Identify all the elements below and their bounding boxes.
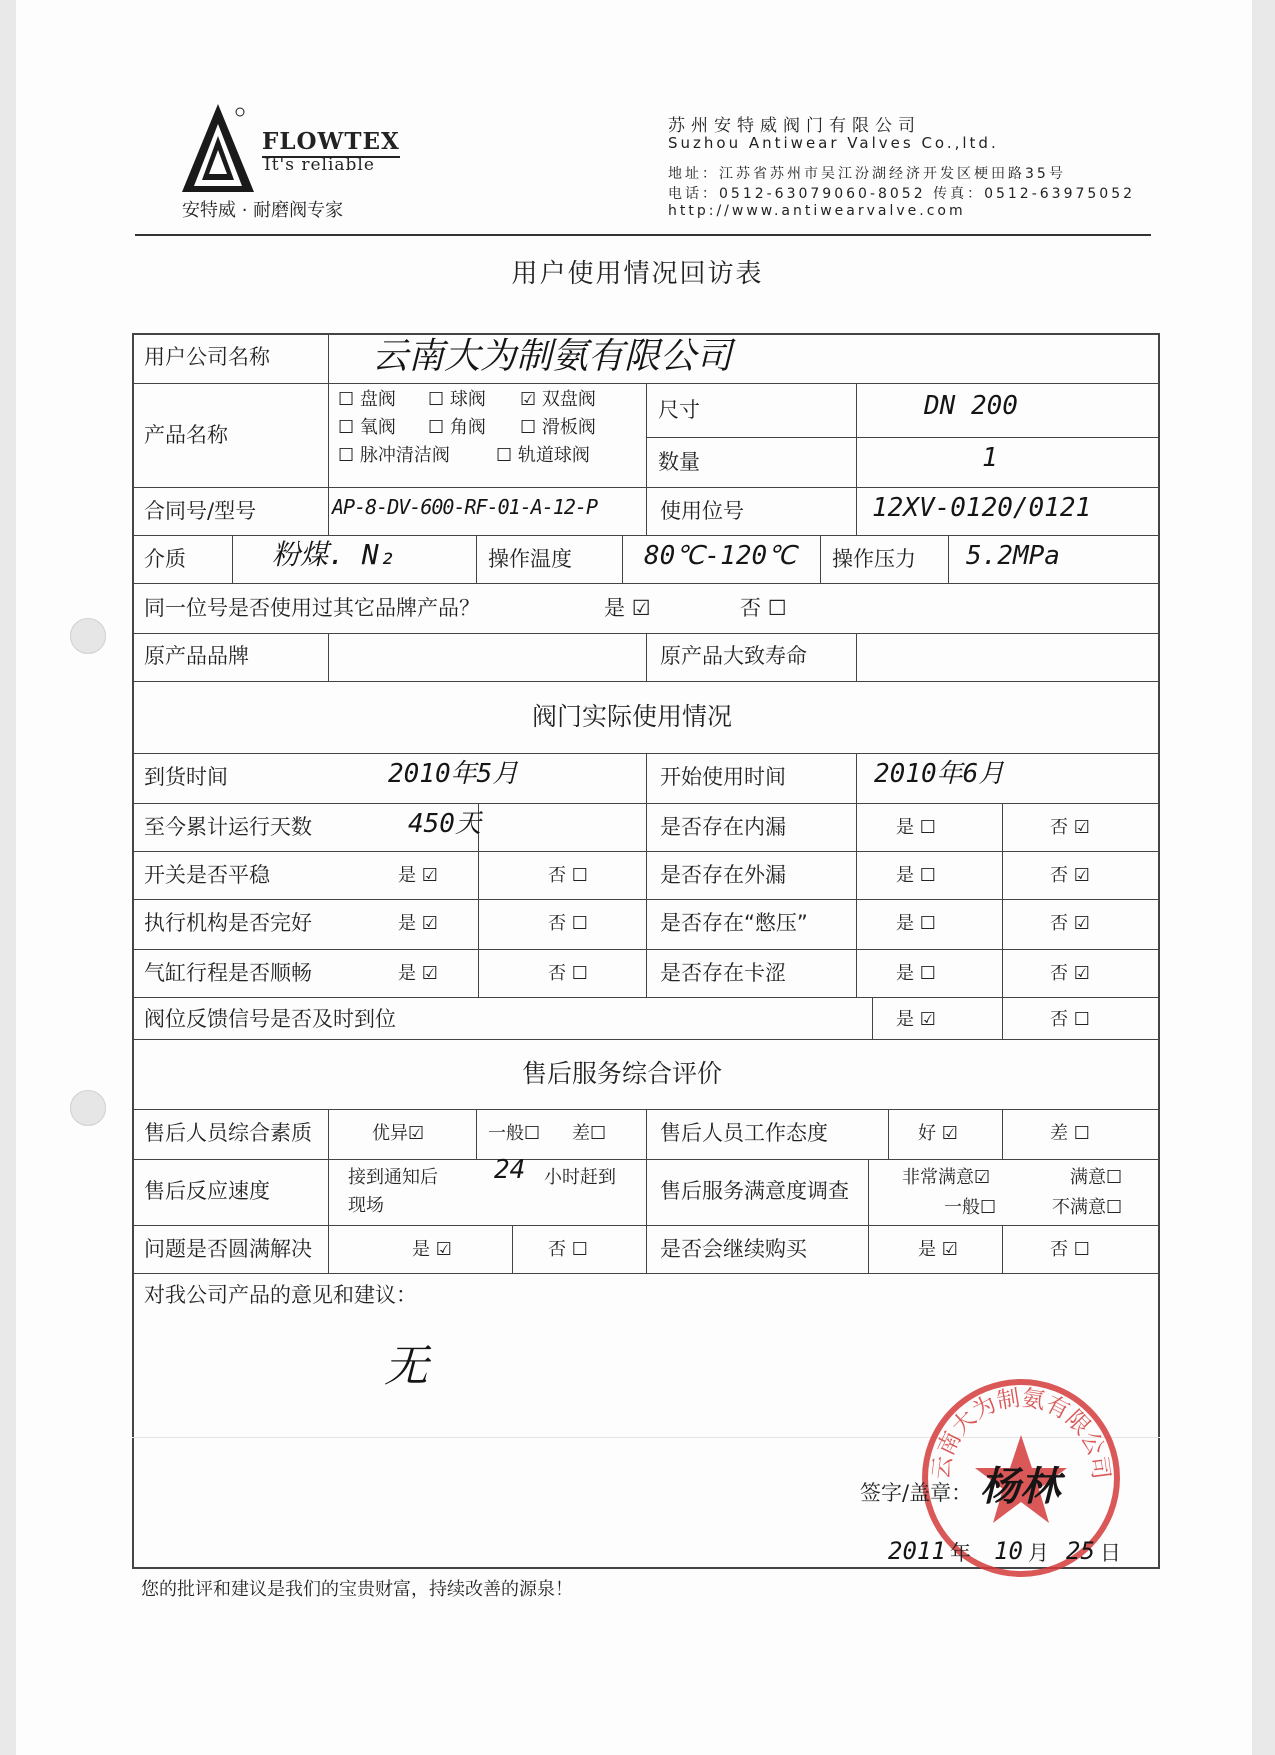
col-divider — [1002, 997, 1003, 1039]
row-divider — [132, 681, 1160, 682]
position-no-label: 使用位号 — [660, 499, 744, 523]
company-phone: 电话：0512-63079060-8052 传真：0512-63975052 — [668, 186, 1136, 202]
company-website: http://www.antiwearvalve.com — [668, 203, 966, 219]
row-divider — [132, 1039, 1160, 1040]
checkbox-icon: ☐ — [428, 389, 445, 410]
checkbox-icon: ☐ — [571, 913, 588, 934]
product-type-option[interactable] — [338, 447, 450, 465]
cylinder-smooth-yes-option[interactable]: 是 ☑ — [398, 963, 438, 984]
col-divider — [872, 997, 873, 1039]
product-type-option[interactable] — [520, 391, 596, 409]
col-divider — [1002, 1225, 1003, 1273]
staff-quality-poor-option[interactable]: 差☐ — [572, 1123, 607, 1144]
checkbox-icon: ☑ — [1073, 963, 1090, 984]
medium-value[interactable]: 粉煤. N₂ — [272, 538, 396, 571]
run-days-label: 至今累计运行天数 — [144, 815, 312, 839]
checkbox-icon: ☑ — [631, 596, 651, 620]
checkbox-icon: ☑ — [941, 1239, 958, 1260]
col-divider — [856, 633, 857, 681]
quantity-label: 数量 — [658, 450, 700, 474]
checkbox-icon: ☑ — [919, 1009, 936, 1030]
table-border — [1158, 333, 1160, 1569]
col-divider — [622, 535, 623, 583]
start-use-label: 开始使用时间 — [660, 765, 786, 789]
col-divider — [856, 753, 857, 997]
op-pressure-value[interactable]: 5.2MPa — [966, 541, 1060, 571]
other-brand-yes-option[interactable]: 是 ☑ — [604, 596, 651, 620]
other-brand-no-option[interactable]: 否 ☐ — [740, 596, 787, 620]
satisfaction-unsatisfied-option[interactable]: 不满意☐ — [1052, 1197, 1123, 1218]
actuator-ok-yes-option[interactable]: 是 ☑ — [398, 913, 438, 934]
company-name-en: Suzhou Antiwear Valves Co.,ltd. — [668, 134, 999, 152]
internal-leak-no-option[interactable]: 否 ☑ — [1050, 817, 1090, 838]
checkbox-icon: ☑ — [941, 1123, 958, 1144]
col-divider — [868, 1159, 869, 1225]
col-divider — [1002, 803, 1003, 997]
checkbox-icon: ☐ — [919, 817, 936, 838]
col-divider — [328, 383, 329, 487]
internal-leak-yes-option[interactable]: 是 ☐ — [896, 817, 936, 838]
switch-smooth-no-option[interactable]: 否 ☐ — [548, 865, 588, 886]
punch-hole — [70, 618, 106, 654]
checkbox-icon: ☑ — [1073, 913, 1090, 934]
checkbox-icon: ☐ — [571, 1239, 588, 1260]
suggestions-value[interactable]: 无 — [384, 1341, 428, 1392]
checkbox-icon: ☐ — [919, 963, 936, 984]
col-divider — [646, 383, 647, 535]
checkbox-icon: ☐ — [1073, 1239, 1090, 1260]
checkbox-icon: ☐ — [980, 1197, 997, 1218]
section-service-title: 售后服务综合评价 — [522, 1059, 723, 1088]
checkbox-icon: ☐ — [496, 445, 513, 466]
op-temp-label: 操作温度 — [488, 547, 572, 571]
seal-text: 云南大为制氨有限公司 — [928, 1385, 1114, 1481]
company-name-cn: 苏州安特威阀门有限公司 — [668, 116, 921, 136]
position-no-value[interactable]: 12XV-0120/0121 — [872, 493, 1092, 523]
response-tail: 现场 — [348, 1195, 384, 1216]
satisfaction-very-option[interactable]: 非常满意☑ — [902, 1167, 991, 1188]
checkbox-icon: ☐ — [1073, 1123, 1090, 1144]
footer-note: 您的批评和建议是我们的宝贵财富，持续改善的源泉！ — [141, 1579, 573, 1600]
checkbox-icon: ☑ — [421, 865, 438, 886]
feedback-signal-yes-option[interactable]: 是 ☑ — [896, 1009, 936, 1030]
checkbox-icon: ☑ — [421, 913, 438, 934]
date-year-value[interactable]: 2011 — [888, 1537, 946, 1565]
signature-label: 签字/盖章： — [860, 1481, 973, 1505]
checkbox-icon: ☐ — [919, 865, 936, 886]
resolved-yes-option[interactable]: 是 ☑ — [412, 1239, 452, 1260]
response-speed-label: 售后反应速度 — [144, 1179, 270, 1203]
product-type-label: 氧阀 — [359, 417, 396, 438]
staff-quality-excellent-option[interactable]: 优异☑ — [372, 1123, 425, 1144]
checkbox-icon: ☑ — [1073, 817, 1090, 838]
col-divider — [476, 1109, 477, 1159]
col-divider — [328, 1109, 329, 1273]
stuck-label: 是否存在卡涩 — [660, 961, 786, 985]
row-divider — [132, 1273, 1160, 1274]
survey-form — [132, 333, 1160, 1569]
col-divider — [328, 333, 329, 383]
staff-attitude-poor-option[interactable]: 差 ☐ — [1050, 1123, 1090, 1144]
product-type-label: 球阀 — [449, 389, 486, 410]
feedback-signal-no-option[interactable]: 否 ☐ — [1050, 1009, 1090, 1030]
checkbox-icon: ☑ — [421, 963, 438, 984]
feedback-signal-label: 阀位反馈信号是否及时到位 — [144, 1007, 396, 1031]
repurchase-yes-option[interactable]: 是 ☑ — [918, 1239, 958, 1260]
col-divider — [646, 633, 647, 681]
checkbox-icon: ☐ — [338, 389, 355, 410]
col-divider — [1002, 1109, 1003, 1159]
product-type-option[interactable] — [338, 391, 396, 409]
switch-smooth-label: 开关是否平稳 — [144, 863, 270, 887]
start-use-value[interactable]: 2010年6月 — [874, 759, 1005, 789]
checkbox-icon: ☐ — [1073, 1009, 1090, 1030]
col-divider — [646, 753, 647, 997]
response-hours-value[interactable]: 24 — [494, 1155, 526, 1185]
date-day-value[interactable]: 25 — [1066, 1537, 1095, 1565]
col-divider — [646, 1109, 647, 1273]
checkbox-icon: ☐ — [520, 417, 537, 438]
size-label: 尺寸 — [658, 398, 700, 422]
table-border — [132, 333, 1160, 335]
other-brand-question: 同一位号是否使用过其它品牌产品？ — [144, 596, 480, 620]
checkbox-icon: ☐ — [1106, 1167, 1123, 1188]
signature-value[interactable]: 杨林 — [980, 1464, 1060, 1510]
quantity-value[interactable]: 1 — [982, 443, 998, 473]
repurchase-label: 是否会继续购买 — [660, 1237, 807, 1261]
product-label: 产品名称 — [144, 423, 228, 447]
checkbox-icon: ☐ — [590, 1123, 607, 1144]
staff-attitude-good-option[interactable]: 好 ☑ — [918, 1123, 958, 1144]
product-type-label: 双盘阀 — [541, 389, 596, 410]
external-leak-label: 是否存在外漏 — [660, 863, 786, 887]
punch-hole — [70, 1090, 106, 1126]
checkbox-icon: ☐ — [524, 1123, 541, 1144]
checkbox-icon: ☐ — [1106, 1197, 1123, 1218]
brand-slogan-cn: 安特威 · 耐磨阀专家 — [182, 200, 344, 221]
switch-smooth-yes-option[interactable]: 是 ☑ — [398, 865, 438, 886]
date-month-label: 月 — [1028, 1541, 1049, 1565]
product-type-option[interactable] — [428, 391, 486, 409]
col-divider — [328, 487, 329, 535]
date-month-value[interactable]: 10 — [994, 1537, 1023, 1565]
satisfaction-average-option[interactable]: 一般☐ — [944, 1197, 997, 1218]
flowtex-logo-icon — [178, 100, 258, 196]
brand-name: FLOWTEX — [262, 128, 400, 158]
brand-slogan-en: It's reliable — [264, 155, 375, 175]
medium-label: 介质 — [144, 547, 186, 571]
company-value[interactable]: 云南大为制氨有限公司 — [372, 336, 733, 377]
staff-quality-label: 售后人员综合素质 — [144, 1121, 312, 1145]
product-type-option[interactable] — [520, 419, 596, 437]
stuck-yes-option[interactable]: 是 ☐ — [896, 963, 936, 984]
date-year-label: 年 — [950, 1541, 971, 1565]
staff-attitude-label: 售后人员工作态度 — [660, 1121, 828, 1145]
resolved-label: 问题是否圆满解决 — [144, 1237, 312, 1261]
staff-quality-average-option[interactable]: 一般☐ — [488, 1123, 541, 1144]
company-address: 地址：江苏省苏州市吴江汾湖经济开发区梗田路35号 — [668, 166, 1066, 182]
internal-leak-label: 是否存在内漏 — [660, 815, 786, 839]
contract-label: 合同号/型号 — [144, 499, 257, 523]
checkbox-icon: ☐ — [338, 417, 355, 438]
product-type-option[interactable] — [428, 419, 486, 437]
satisfaction-satisfied-option[interactable]: 满意☐ — [1070, 1167, 1123, 1188]
row-divider — [132, 535, 1160, 536]
actuator-ok-label: 执行机构是否完好 — [144, 911, 312, 935]
pressure-trap-no-option[interactable]: 否 ☑ — [1050, 913, 1090, 934]
col-divider — [888, 1109, 889, 1159]
repurchase-no-option[interactable]: 否 ☐ — [1050, 1239, 1090, 1260]
orig-brand-label: 原产品品牌 — [144, 644, 249, 668]
product-type-option[interactable] — [338, 419, 396, 437]
arrival-label: 到货时间 — [144, 765, 228, 789]
col-divider — [948, 535, 949, 583]
suggestions-label: 对我公司产品的意见和建议： — [144, 1283, 417, 1307]
op-temp-value[interactable]: 80℃-120℃ — [644, 541, 797, 571]
product-type-label: 盘阀 — [359, 389, 396, 410]
col-divider — [476, 535, 477, 583]
product-type-label: 轨道球阀 — [517, 445, 590, 466]
resolved-no-option[interactable]: 否 ☐ — [548, 1239, 588, 1260]
col-divider — [232, 535, 233, 583]
col-divider — [820, 535, 821, 583]
checkbox-icon: ☐ — [571, 865, 588, 886]
col-divider — [512, 1225, 513, 1273]
pressure-trap-yes-option[interactable]: 是 ☐ — [896, 913, 936, 934]
orig-life-label: 原产品大致寿命 — [660, 644, 807, 668]
date-day-label: 日 — [1100, 1541, 1121, 1565]
contract-value[interactable]: AP-8-DV-600-RF-01-A-12-P — [332, 495, 597, 519]
checkbox-icon: ☐ — [919, 913, 936, 934]
external-leak-yes-option[interactable]: 是 ☐ — [896, 865, 936, 886]
row-divider — [132, 583, 1160, 584]
product-type-option[interactable] — [496, 447, 590, 465]
checkbox-icon: ☐ — [767, 596, 787, 620]
form-title: 用户使用情况回访表 — [511, 259, 764, 289]
checkbox-icon: ☑ — [1073, 865, 1090, 886]
product-type-label: 角阀 — [449, 417, 486, 438]
row-divider — [646, 437, 1160, 438]
section-usage-title: 阀门实际使用情况 — [532, 702, 733, 731]
checkbox-icon: ☐ — [338, 445, 355, 466]
checkbox-icon: ☐ — [428, 417, 445, 438]
company-label: 用户公司名称 — [144, 345, 270, 369]
pressure-trap-label: 是否存在“憋压” — [660, 911, 808, 935]
response-prefix: 接到通知后 — [348, 1167, 438, 1188]
product-type-label: 脉冲清洁阀 — [359, 445, 450, 466]
checkbox-icon: ☑ — [974, 1167, 991, 1188]
external-leak-no-option[interactable]: 否 ☑ — [1050, 865, 1090, 886]
row-divider — [132, 997, 1160, 998]
response-suffix: 小时赶到 — [544, 1167, 616, 1188]
size-value[interactable]: DN 200 — [924, 391, 1018, 421]
checkbox-icon: ☑ — [435, 1239, 452, 1260]
run-days-value[interactable]: 450天 — [408, 809, 481, 839]
checkbox-icon: ☑ — [520, 389, 537, 410]
arrival-value[interactable]: 2010年5月 — [388, 759, 519, 789]
op-pressure-label: 操作压力 — [832, 547, 916, 571]
checkbox-icon: ☐ — [571, 963, 588, 984]
satisfaction-label: 售后服务满意度调查 — [660, 1179, 849, 1203]
cylinder-smooth-no-option[interactable]: 否 ☐ — [548, 963, 588, 984]
col-divider — [868, 1225, 869, 1273]
col-divider — [328, 633, 329, 681]
checkbox-icon: ☑ — [408, 1123, 425, 1144]
header-divider — [135, 234, 1151, 236]
product-type-label: 滑板阀 — [541, 417, 596, 438]
col-divider — [856, 383, 857, 535]
stuck-no-option[interactable]: 否 ☑ — [1050, 963, 1090, 984]
actuator-ok-no-option[interactable]: 否 ☐ — [548, 913, 588, 934]
table-border — [132, 333, 134, 1569]
cylinder-smooth-label: 气缸行程是否顺畅 — [144, 961, 312, 985]
